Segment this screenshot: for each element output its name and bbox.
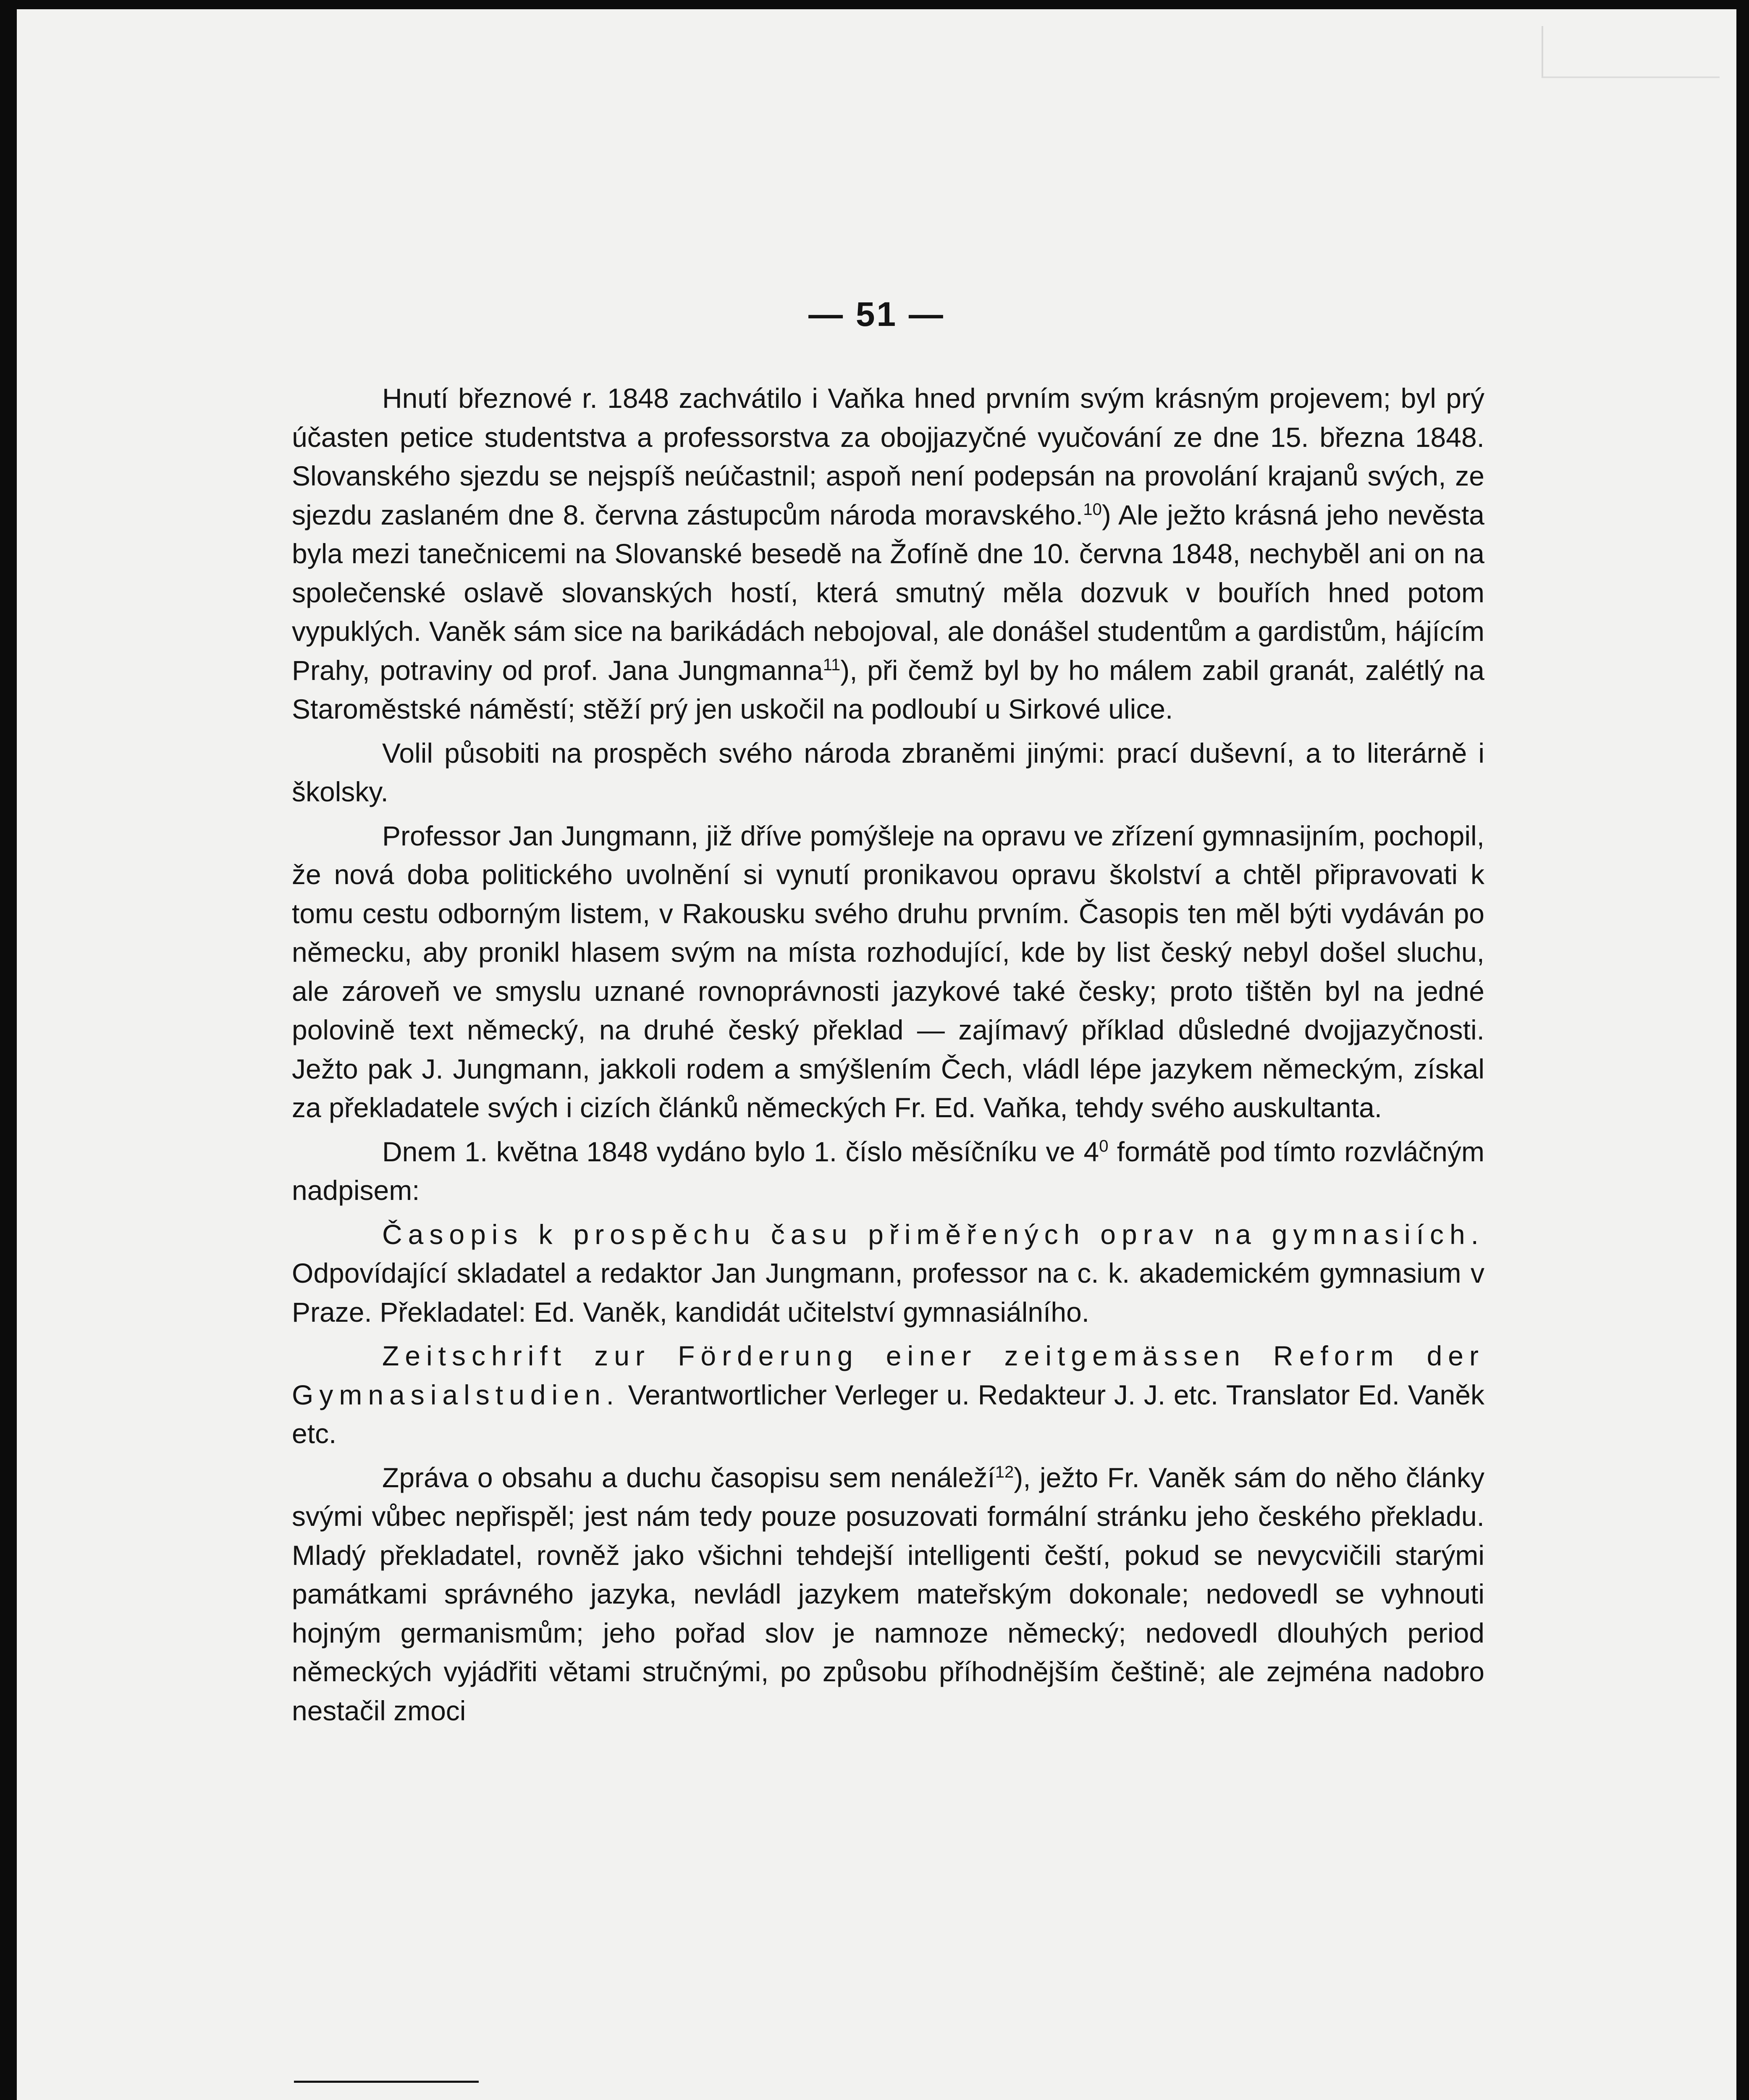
footnote bbox=[292, 2092, 1484, 2100]
footnote-reference: 10 bbox=[1083, 500, 1102, 519]
paragraph bbox=[292, 734, 1484, 811]
paragraph-text: ), ježto Fr. Vaněk sám do něho články svými vůbec nepřispěl; jest nám tedy pouze posuzovati formální stránku jeho českého překladu. Mladý překladatel, rovněž jako všichni tehdejší intelligenti čeští, pokud se nevycvičili starými památkami správného jazyka, nevládl jazykem mateřským dokonale; nedovedl se vyhnouti hojným germanismům; jeho pořad slov je namnoze německý; nedovedl dlouhých period německých vyjádřiti větami stručnými, po způsobu příhodnějším češtině; ale zejména nadobro nestačil zmoci bbox=[292, 1462, 1484, 1726]
footnotes bbox=[292, 2092, 1484, 2100]
footnote-reference: 0 bbox=[1099, 1137, 1109, 1155]
spaced-title: Časopis k prospěchu času přiměřených oprav na gymnasiích. bbox=[382, 1218, 1484, 1250]
body-text bbox=[292, 379, 1484, 1735]
paragraph bbox=[292, 1215, 1484, 1332]
paragraph-text: ) Ale ježto krásná jeho nevěsta byla mezi tanečnicemi na Slovanské besedě na Žofíně dne 10. června 1848, nechyběl ani on na společenské oslavě slovanských hostí, která smutný měla dozvuk v bouřích hned potom vypuklých. Vaněk sám sice na barikádách nebojoval, ale donášel studentům a gardistům, hájícím Prahy, potraviny od prof. Jana Jungmanna bbox=[292, 499, 1484, 686]
paragraph-text: ), při čemž byl by ho málem zabil granát, zalétlý na Staroměstské náměstí; stěží prý jen uskočil na podloubí u Sirkové ulice. bbox=[292, 654, 1484, 724]
paragraph bbox=[292, 1336, 1484, 1453]
footnote-reference: 12 bbox=[995, 1462, 1014, 1481]
page-number: — 51 — bbox=[808, 295, 945, 333]
paragraph bbox=[292, 816, 1484, 1127]
paragraph-text: Zpráva o obsahu a duchu časopisu sem nenáleží bbox=[382, 1462, 995, 1493]
paragraph bbox=[292, 1132, 1484, 1210]
paragraph-text: formátě pod tímto rozvláčným nadpisem: bbox=[292, 1136, 1484, 1206]
paragraph-text: Volil působiti na prospěch svého národa zbraněmi jinými: prací duševní, a to literárně i školsky. bbox=[292, 737, 1484, 807]
spaced-title: Zeitschrift zur Förderung einer zeitgemässen Reform der Gymnasialstudien. bbox=[292, 1340, 1484, 1410]
paragraph bbox=[292, 1458, 1484, 1730]
paragraph-text: Verantwortlicher Verleger u. Redakteur J. J. etc. Translator Ed. Vaněk etc. bbox=[292, 1379, 1484, 1449]
footnote-divider bbox=[294, 2081, 479, 2083]
paragraph-text: Odpovídající skladatel a redaktor Jan Jungmann, professor na c. k. akademickém gymnasium v Praze. Překladatel: Ed. Vaněk, kandidát učitelství gymnasiálního. bbox=[292, 1257, 1484, 1328]
scan-corner-artifact bbox=[1542, 26, 1720, 78]
paragraph bbox=[292, 379, 1484, 729]
paragraph-text: Dnem 1. května 1848 vydáno bylo 1. číslo měsíčníku ve 4 bbox=[382, 1136, 1099, 1167]
paragraph-text: Hnutí březnové r. 1848 zachvátilo i Vaňka hned prvním svým krásným projevem; byl prý účasten petice studentstva a professorstva za obojjazyčné vyučování ze dne 15. března 1848. Slovanského sjezdu se nejspíš neúčastnil; aspoň není podepsán na provolání krajanů svých, ze sjezdu zaslaném dne 8. června zástupcům národa moravského. bbox=[292, 383, 1484, 530]
footnote-reference: 11 bbox=[823, 655, 841, 674]
paragraph-text: Professor Jan Jungmann, již dříve pomýšleje na opravu ve zřízení gymnasijním, pochopil, že nová doba politického uvolnění si vynutí pronikavou opravu školství a chtěl připravovati k tomu cestu odborným listem, v Rakousku svého druhu prvním. Časopis ten měl býti vydáván po německu, aby pronikl hlasem svým na místa rozhodující, kde by list český nebyl došel sluchu, ale zároveň ve smyslu uznané rovnoprávnosti jazykové také česky; proto tištěn byl na jedné polovině text německý, na druhé český překlad — zajímavý příklad důsledné dvojjazyčnosti. Ježto pak J. Jungmann, jakkoli rodem a smýšlením Čech, vládl lépe jazykem německým, získal za překladatele svých i cizích článků německých Fr. Ed. Vaňka, tehdy svého auskultanta. bbox=[292, 820, 1484, 1123]
